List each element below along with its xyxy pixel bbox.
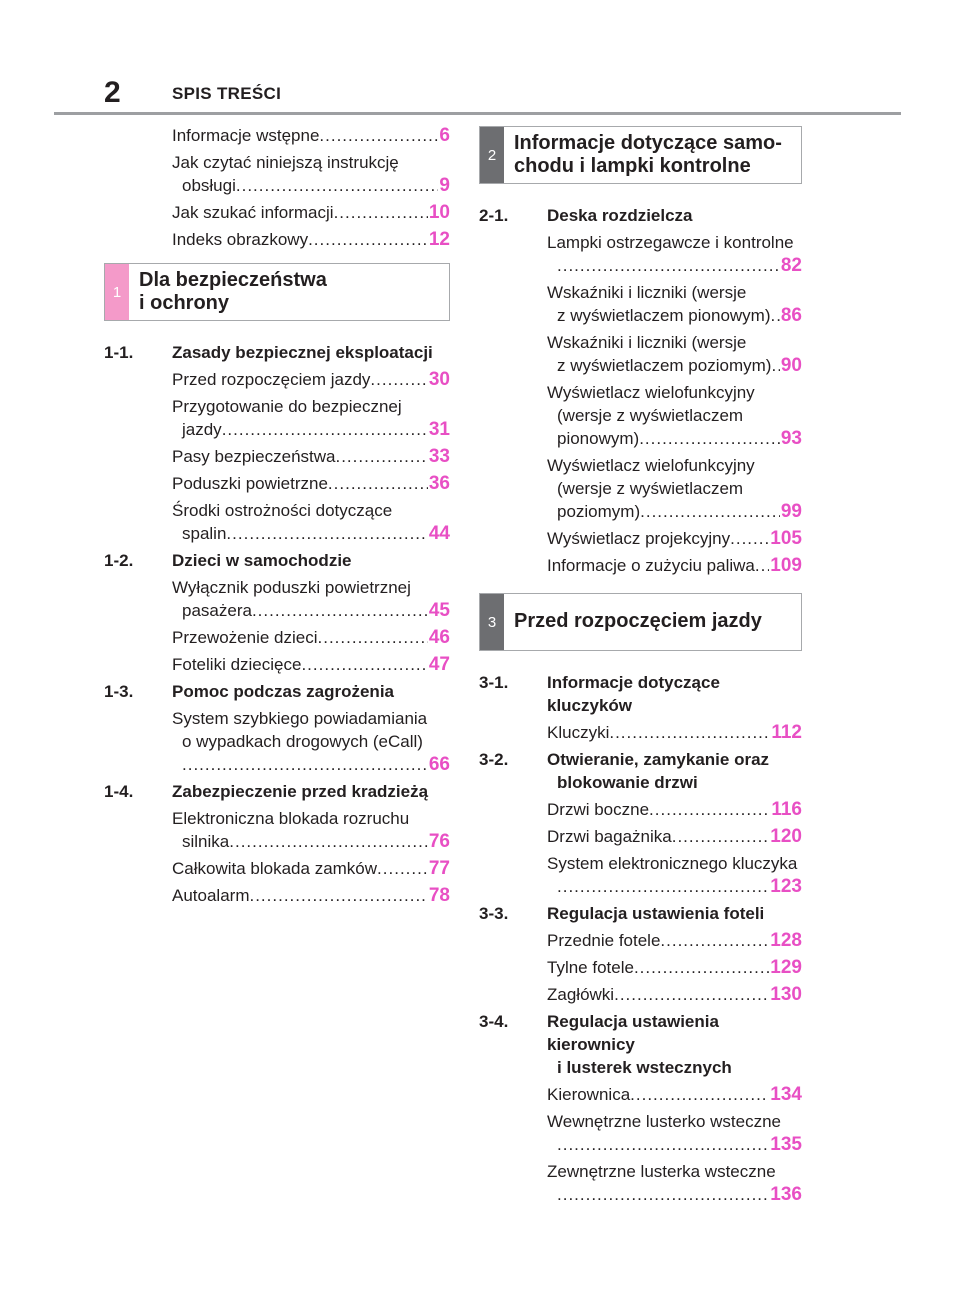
toc-entry[interactable] bbox=[104, 857, 450, 880]
subsection-number: 3-3. bbox=[479, 904, 509, 923]
toc-entry-text: Indeks obrazkowy bbox=[172, 230, 309, 249]
toc-entry-text: o wypadkach drogowych (eCall) bbox=[182, 732, 423, 751]
toc-entry[interactable] bbox=[104, 576, 450, 622]
toc-entry-text: Zewnętrzne lusterka wsteczne bbox=[547, 1162, 776, 1181]
toc-entry[interactable] bbox=[104, 228, 450, 251]
toc-entry-text: pasażera bbox=[182, 601, 252, 620]
toc-entry[interactable] bbox=[104, 201, 450, 224]
dot-leader bbox=[634, 956, 769, 979]
toc-entry[interactable] bbox=[104, 626, 450, 649]
dot-leader bbox=[630, 1083, 769, 1106]
toc-page-link[interactable]: 10 bbox=[428, 202, 450, 223]
subsection-number: 1-4. bbox=[104, 782, 134, 801]
toc-entry[interactable] bbox=[479, 956, 802, 979]
toc-entry-text: Informacje o zużyciu paliwa bbox=[547, 556, 755, 575]
dot-leader bbox=[640, 500, 780, 523]
toc-page-link[interactable]: 123 bbox=[770, 876, 802, 897]
dot-leader bbox=[660, 929, 769, 952]
dot-leader bbox=[609, 721, 770, 744]
subsection-title-line: Regulacja ustawienia kierownicy bbox=[547, 1012, 719, 1054]
subsection-heading[interactable] bbox=[104, 341, 450, 364]
page-title: SPIS TREŚCI bbox=[172, 84, 282, 103]
toc-entry-text: pionowym) bbox=[557, 429, 640, 448]
dot-leader bbox=[377, 857, 428, 880]
toc-entry-text: spalin bbox=[182, 524, 227, 543]
toc-entry-text: Środki ostrożności dotyczące bbox=[172, 501, 393, 520]
subsection-title-line: Pomoc podczas zagrożenia bbox=[172, 682, 394, 701]
dot-leader bbox=[335, 445, 427, 468]
toc-entry[interactable] bbox=[104, 124, 450, 147]
dot-leader bbox=[222, 418, 428, 441]
dot-leader bbox=[557, 254, 780, 277]
toc-entry[interactable] bbox=[104, 707, 450, 776]
toc-page-link[interactable]: 33 bbox=[428, 446, 450, 467]
toc-entry-text: Kluczyki bbox=[547, 723, 610, 742]
toc-page-link[interactable]: 129 bbox=[770, 957, 802, 978]
toc-page-link[interactable]: 90 bbox=[780, 355, 802, 376]
toc-entry-text: Wyświetlacz projekcyjny bbox=[547, 529, 731, 548]
section-1-title-line1: Dla bezpieczeństwa bbox=[139, 269, 327, 291]
subsection-number: 1-3. bbox=[104, 682, 134, 701]
toc-page-link[interactable]: 82 bbox=[780, 255, 802, 276]
toc-page-link[interactable]: 44 bbox=[428, 523, 450, 544]
toc-entry-text: Tylne fotele bbox=[547, 958, 634, 977]
toc-page-link[interactable]: 130 bbox=[770, 984, 802, 1005]
dot-leader bbox=[557, 875, 769, 898]
dot-leader bbox=[229, 830, 428, 853]
dot-leader bbox=[328, 472, 428, 495]
toc-entry[interactable] bbox=[104, 499, 450, 545]
toc-entry-text: silnika bbox=[182, 832, 230, 851]
subsection-title-line: Deska rozdzielcza bbox=[547, 206, 693, 225]
subsection-number: 3-1. bbox=[479, 673, 509, 692]
toc-entry-text: (wersje z wyświetlaczem bbox=[557, 406, 744, 425]
dot-leader bbox=[334, 201, 428, 224]
subsection-title bbox=[172, 680, 450, 703]
toc-entry-text: Przewożenie dzieci bbox=[172, 628, 318, 647]
dot-leader bbox=[730, 527, 769, 550]
section-1-tab: 1 bbox=[105, 264, 129, 320]
toc-entry-text: Pasy bezpieczeństwa bbox=[172, 447, 336, 466]
subsection-number: 3-2. bbox=[479, 750, 509, 769]
subsection-title-line: Otwieranie, zamykanie oraz bbox=[547, 750, 770, 769]
toc-entry-text: Poduszki powietrzne bbox=[172, 474, 328, 493]
subsection-title bbox=[547, 902, 802, 925]
toc-entry[interactable] bbox=[479, 1110, 802, 1156]
section-3-tab: 3 bbox=[480, 594, 504, 650]
dot-leader bbox=[614, 983, 769, 1006]
subsection-title-line: Zabezpieczenie przed kradzieżą bbox=[172, 782, 429, 801]
toc-page-link[interactable]: 45 bbox=[428, 600, 450, 621]
toc-entry-text: Przed rozpoczęciem jazdy bbox=[172, 370, 371, 389]
subsection-number: 1-2. bbox=[104, 551, 134, 570]
subsection-title bbox=[547, 204, 802, 227]
dot-leader bbox=[557, 1183, 769, 1206]
toc-entry[interactable] bbox=[104, 445, 450, 468]
header-rule bbox=[54, 112, 901, 115]
toc-entry-text: Jak czytać niniejszą instrukcję bbox=[172, 153, 399, 172]
right-column bbox=[479, 124, 802, 1210]
intro-list bbox=[104, 124, 450, 251]
dot-leader bbox=[236, 174, 439, 197]
subsection-heading[interactable] bbox=[104, 780, 450, 803]
section-3-box[interactable] bbox=[479, 593, 802, 651]
toc-entry-text: Wewnętrzne lusterko wsteczne bbox=[547, 1112, 782, 1131]
toc-entry-text: poziomym) bbox=[557, 502, 641, 521]
toc-page-link[interactable]: 47 bbox=[428, 654, 450, 675]
section-1-title-line2: i ochrony bbox=[139, 292, 230, 314]
toc-entry[interactable] bbox=[479, 527, 802, 550]
toc-entry-text: Drzwi boczne bbox=[547, 800, 650, 819]
toc-entry-text: Całkowita blokada zamków bbox=[172, 859, 378, 878]
section-2-title bbox=[514, 132, 795, 178]
toc-entry[interactable] bbox=[479, 1160, 802, 1206]
dot-leader bbox=[182, 753, 428, 776]
right-groups-b bbox=[479, 671, 802, 1206]
toc-page-link[interactable]: 120 bbox=[770, 826, 802, 847]
dot-leader bbox=[252, 599, 428, 622]
toc-entry-text: Wyświetlacz wielofunkcyjny bbox=[547, 456, 755, 475]
toc-entry[interactable] bbox=[479, 929, 802, 952]
toc-page-link[interactable]: 30 bbox=[428, 369, 450, 390]
toc-entry-text: Zagłówki bbox=[547, 985, 615, 1004]
subsection-title-line: Informacje dotyczące kluczyków bbox=[547, 673, 720, 715]
dot-leader bbox=[771, 304, 780, 327]
toc-entry-text: z wyświetlaczem poziomym) bbox=[557, 356, 772, 375]
toc-entry[interactable] bbox=[479, 983, 802, 1006]
toc-page-link[interactable]: 76 bbox=[428, 831, 450, 852]
toc-entry[interactable] bbox=[104, 395, 450, 441]
toc-page-link[interactable]: 36 bbox=[428, 473, 450, 494]
section-2-box[interactable] bbox=[479, 126, 802, 184]
left-column bbox=[104, 124, 450, 911]
dot-leader bbox=[370, 368, 427, 391]
toc-page-link[interactable]: 12 bbox=[428, 229, 450, 250]
subsection-title-line: i lusterek wstecznych bbox=[557, 1058, 732, 1077]
subsection-title-line: blokowanie drzwi bbox=[557, 773, 698, 792]
toc-entry-text: Foteliki dziecięce bbox=[172, 655, 302, 674]
toc-entry[interactable] bbox=[479, 231, 802, 277]
subsection-heading[interactable] bbox=[479, 902, 802, 925]
toc-page-link[interactable]: 31 bbox=[428, 419, 450, 440]
toc-page-link[interactable]: 86 bbox=[780, 305, 802, 326]
subsection-title bbox=[172, 549, 450, 572]
section-2-tab: 2 bbox=[480, 127, 504, 183]
subsection-title bbox=[547, 748, 802, 794]
subsection-heading[interactable] bbox=[479, 1010, 802, 1079]
right-groups-a bbox=[479, 204, 802, 577]
toc-entry[interactable] bbox=[104, 472, 450, 495]
toc-entry[interactable] bbox=[479, 798, 802, 821]
dot-leader bbox=[639, 427, 780, 450]
toc-entry[interactable] bbox=[104, 653, 450, 676]
dot-leader bbox=[301, 653, 427, 676]
toc-entry-text: Wskaźniki i liczniki (wersje bbox=[547, 333, 747, 352]
toc-entry[interactable] bbox=[479, 381, 802, 450]
subsection-heading[interactable] bbox=[479, 748, 802, 794]
toc-entry-text: Elektroniczna blokada rozruchu bbox=[172, 809, 410, 828]
toc-page-link[interactable]: 105 bbox=[770, 528, 802, 549]
subsection-heading[interactable] bbox=[104, 680, 450, 703]
toc-entry[interactable] bbox=[479, 281, 802, 327]
dot-leader bbox=[226, 522, 427, 545]
dot-leader bbox=[319, 124, 438, 147]
dot-leader bbox=[771, 354, 779, 377]
dot-leader bbox=[308, 228, 428, 251]
subsection-heading[interactable] bbox=[479, 671, 802, 717]
toc-entry-text: Drzwi bagażnika bbox=[547, 827, 672, 846]
toc-entry[interactable] bbox=[479, 721, 802, 744]
toc-entry[interactable] bbox=[104, 884, 450, 907]
toc-entry-text: Przygotowanie do bezpiecznej bbox=[172, 397, 402, 416]
toc-entry-text: obsługi bbox=[182, 176, 236, 195]
toc-page-link[interactable]: 135 bbox=[770, 1134, 802, 1155]
subsection-heading[interactable] bbox=[479, 204, 802, 227]
toc-page-link[interactable]: 93 bbox=[780, 428, 802, 449]
page-number: 2 bbox=[104, 76, 121, 109]
toc-page-link[interactable]: 78 bbox=[428, 885, 450, 906]
dot-leader bbox=[672, 825, 770, 848]
dot-leader bbox=[649, 798, 770, 821]
toc-entry-text: Jak szukać informacji bbox=[172, 203, 334, 222]
toc-page-link[interactable]: 77 bbox=[428, 858, 450, 879]
toc-entry-text: System elektronicznego kluczyka bbox=[547, 854, 798, 873]
section-2-title-line2: chodu i lampki kontrolne bbox=[514, 155, 751, 177]
toc-page-link[interactable]: 116 bbox=[771, 799, 802, 820]
toc-entry-text: Wyłącznik poduszki powietrznej bbox=[172, 578, 411, 597]
toc-entry-text: Wskaźniki i liczniki (wersje bbox=[547, 283, 747, 302]
subsection-title-line: Regulacja ustawienia foteli bbox=[547, 904, 765, 923]
toc-entry-text: Kierownica bbox=[547, 1085, 631, 1104]
toc-page-link[interactable]: 109 bbox=[770, 555, 802, 576]
toc-page-link[interactable]: 6 bbox=[439, 125, 450, 146]
toc-page-link[interactable]: 128 bbox=[770, 930, 802, 951]
toc-entry-text: jazdy bbox=[182, 420, 222, 439]
section-1-box[interactable] bbox=[104, 263, 450, 321]
toc-entry[interactable] bbox=[479, 825, 802, 848]
toc-page-link[interactable]: 112 bbox=[771, 722, 802, 743]
subsection-title-line: Zasady bezpiecznej eksploatacji bbox=[172, 343, 433, 362]
subsection-number: 1-1. bbox=[104, 343, 134, 362]
toc-entry[interactable] bbox=[104, 807, 450, 853]
subsection-title bbox=[547, 1010, 802, 1079]
subsection-title bbox=[172, 780, 450, 803]
toc-entry-text: Lampki ostrzegawcze i kontrolne bbox=[547, 233, 794, 252]
toc-page-link[interactable]: 99 bbox=[780, 501, 802, 522]
toc-entry[interactable] bbox=[479, 1083, 802, 1106]
dot-leader bbox=[249, 884, 427, 907]
subsection-title-line: Dzieci w samochodzie bbox=[172, 551, 352, 570]
dot-leader bbox=[557, 1133, 769, 1156]
toc-entry-text: (wersje z wyświetlaczem bbox=[557, 479, 744, 498]
subsection-number: 2-1. bbox=[479, 206, 509, 225]
toc-page-link[interactable]: 46 bbox=[428, 627, 450, 648]
dot-leader bbox=[755, 554, 769, 577]
toc-entry-text: Informacje wstępne bbox=[172, 126, 320, 145]
toc-entry[interactable] bbox=[479, 852, 802, 898]
toc-entry-text: Autoalarm bbox=[172, 886, 250, 905]
toc-page-link[interactable]: 134 bbox=[770, 1084, 802, 1105]
toc-page-link[interactable]: 66 bbox=[428, 754, 450, 775]
subsection-heading[interactable] bbox=[104, 549, 450, 572]
toc-entry[interactable] bbox=[104, 151, 450, 197]
toc-entry[interactable] bbox=[104, 368, 450, 391]
subsection-number: 3-4. bbox=[479, 1012, 509, 1031]
toc-entry-text: z wyświetlaczem pionowym) bbox=[557, 306, 771, 325]
section-2-title-line1: Informacje dotyczące samo- bbox=[514, 132, 782, 154]
section-3-title: Przed rozpoczęciem jazdy bbox=[514, 610, 762, 632]
left-groups bbox=[104, 341, 450, 907]
toc-entry[interactable] bbox=[479, 454, 802, 523]
subsection-title bbox=[172, 341, 450, 364]
toc-page-link[interactable]: 9 bbox=[439, 175, 450, 196]
subsection-title bbox=[547, 671, 802, 717]
dot-leader bbox=[318, 626, 428, 649]
section-1-title bbox=[139, 269, 443, 315]
toc-entry-text: Wyświetlacz wielofunkcyjny bbox=[547, 383, 755, 402]
toc-entry-text: Przednie fotele bbox=[547, 931, 661, 950]
toc-entry-text: System szybkiego powiadamiania bbox=[172, 709, 428, 728]
toc-entry[interactable] bbox=[479, 331, 802, 377]
toc-entry[interactable] bbox=[479, 554, 802, 577]
toc-page-link[interactable]: 136 bbox=[770, 1184, 802, 1205]
